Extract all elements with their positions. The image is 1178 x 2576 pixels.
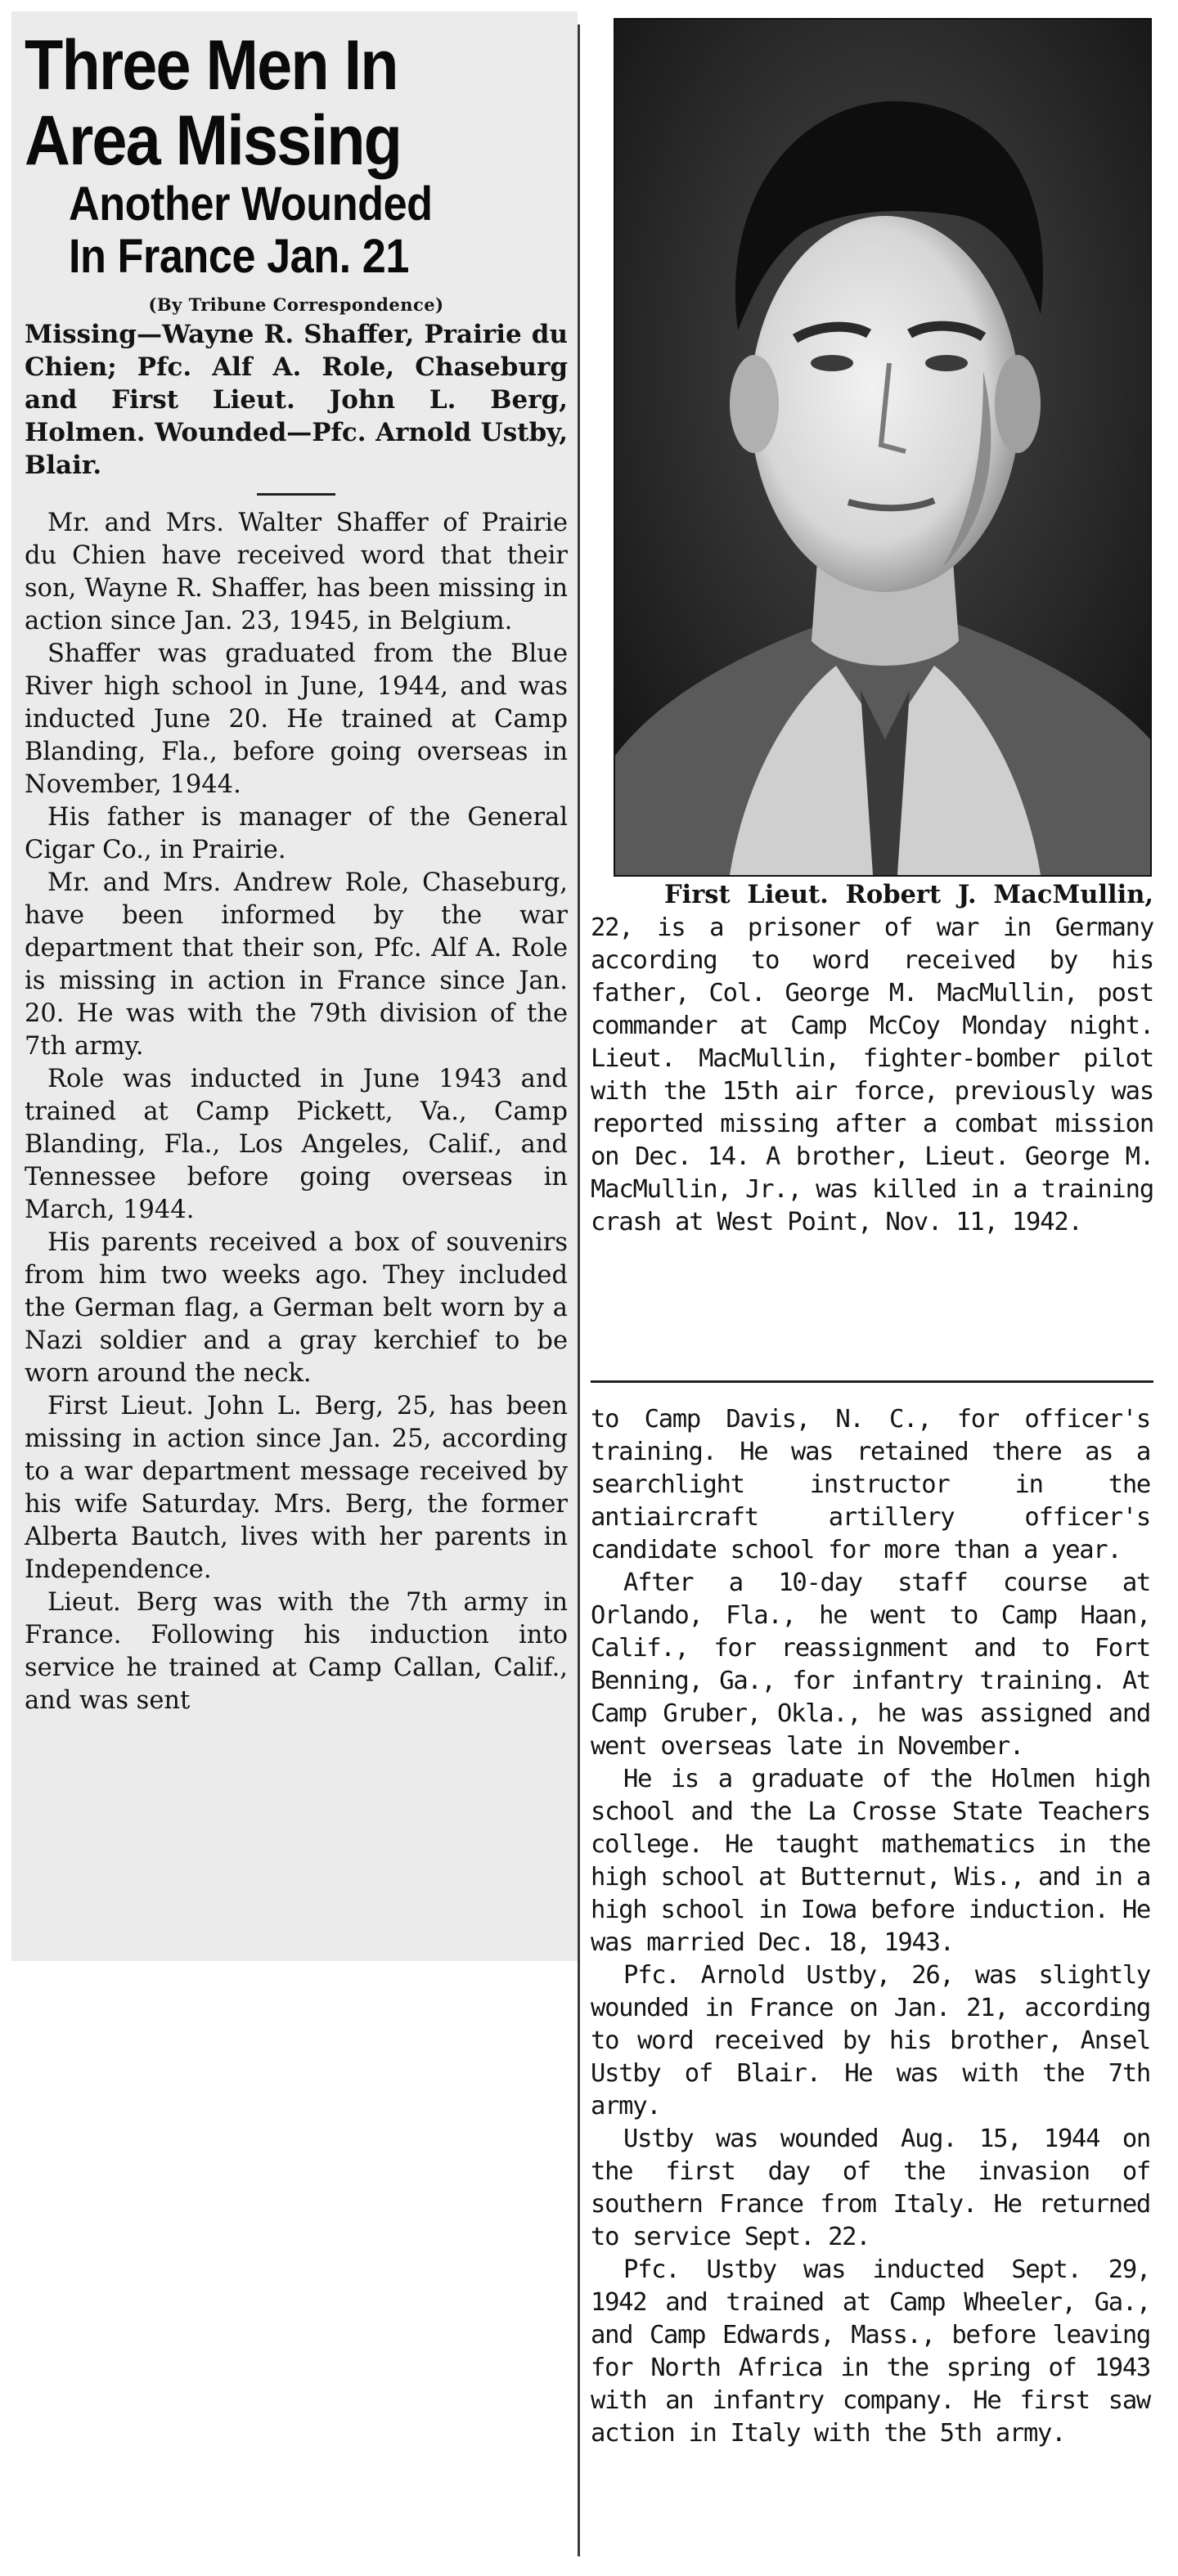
right-paragraph: He is a graduate of the Holmen high school and the La Crosse State Teachers college. He taught mathematics in the high school at Butternut, Wis., and in a high school in Iowa before induction. He was married Dec. 18, 1943. [591, 1765, 1150, 1957]
left-paragraph: Shaffer was graduated from the Blue River high school in June, 1944, and was inducted June 20. He trained at Camp Blanding, Fla., before going overseas in November, 1944. [25, 640, 568, 799]
right-paragraph: to Camp Davis, N. C., for officer's training. He was retained there as a searchlight instructor in the antiaircraft artillery officer's candidate school for more than a year. [591, 1405, 1150, 1564]
column-divider [578, 25, 580, 2556]
left-paragraph: Mr. and Mrs. Walter Shaffer of Prairie du Chien have received word that their son, Wayne R. Shaffer, has been missing in action since Jan. 23, 1945, in Belgium. [25, 509, 568, 635]
section-rule [257, 493, 335, 496]
photo-caption [591, 878, 1153, 1239]
left-paragraph: His parents received a box of souvenirs from him two weeks ago. They included the German flag, a German belt worn by a Nazi soldier and a gray kerchief to be worn around the neck. [25, 1228, 568, 1388]
caption-rule [591, 1380, 1153, 1383]
subhead-line-2: In France Jan. 21 [69, 230, 409, 283]
right-paragraph: Pfc. Ustby was inducted Sept. 29, 1942 and trained at Camp Wheeler, Ga., and Camp Edwards, Mass., before leaving for North Africa in the spring of 1943 with an infantry company. He first saw action in Italy with the 5th army. [591, 2255, 1150, 2448]
left-column [25, 28, 568, 1717]
right-paragraph: Ustby was wounded Aug. 15, 1944 on the first day of the invasion of southern France from Italy. He returned to service Sept. 22. [591, 2125, 1150, 2251]
caption-name: First Lieut. Robert J. MacMullin, [664, 880, 1153, 909]
left-paragraph: His father is manager of the General Cigar Co., in Prairie. [25, 803, 568, 864]
portrait-photo [614, 18, 1152, 877]
caption-body: 22, is a prisoner of war in Germany according to word received by his father, Col. George M. MacMullin, post commander at Camp McCoy Monday night. Lieut. MacMullin, fighter-bomber pilot with the 15th air force, previously was reported missing after a combat mission on Dec. 14. A brother, Lieut. George M. MacMullin, Jr., was killed in a training crash at West Point, Nov. 11, 1942. [591, 913, 1153, 1236]
headline-line-1: Three Men In [25, 26, 398, 105]
casualty-summary: Missing—Wayne R. Shaffer, Prairie du Chien; Pfc. Alf A. Role, Chaseburg and First Lieut. John L. Berg, Holmen. Wounded—Pfc. Arnold Ustby, Blair. [25, 320, 568, 480]
right-paragraph: After a 10-day staff course at Orlando, Fla., he went to Camp Haan, Calif., for reassignment and to Fort Benning, Ga., for infantry training. At Camp Gruber, Okla., he was assigned and went overseas late in November. [591, 1568, 1150, 1761]
right-column [591, 1403, 1150, 2450]
subhead-line-1: Another Wounded [69, 177, 433, 231]
left-paragraph: Lieut. Berg was with the 7th army in France. Following his induction into service he trained at Camp Callan, Calif., and was sent [25, 1588, 568, 1715]
right-paragraph: Pfc. Arnold Ustby, 26, was slightly wounded in France on Jan. 21, according to word received by his brother, Ansel Ustby of Blair. He was with the 7th army. [591, 1961, 1150, 2120]
left-paragraph: Role was inducted in June 1943 and trained at Camp Pickett, Va., Camp Blanding, Fla., Los Angeles, Calif., and Tennessee before going overseas in March, 1944. [25, 1065, 568, 1224]
portrait-image [615, 20, 1150, 875]
byline: (By Tribune Correspondence) [148, 294, 444, 315]
left-paragraph: First Lieut. John L. Berg, 25, has been missing in action since Jan. 25, according to a war department message received by his wife Saturday. Mrs. Berg, the former Alberta Bautch, lives with her parents in Independence. [25, 1392, 568, 1584]
left-paragraph: Mr. and Mrs. Andrew Role, Chaseburg, have been informed by the war department that their son, Pfc. Alf A. Role is missing in action in France since Jan. 20. He was with the 79th division of the 7th army. [25, 868, 568, 1061]
headline-line-2: Area Missing [25, 101, 402, 180]
